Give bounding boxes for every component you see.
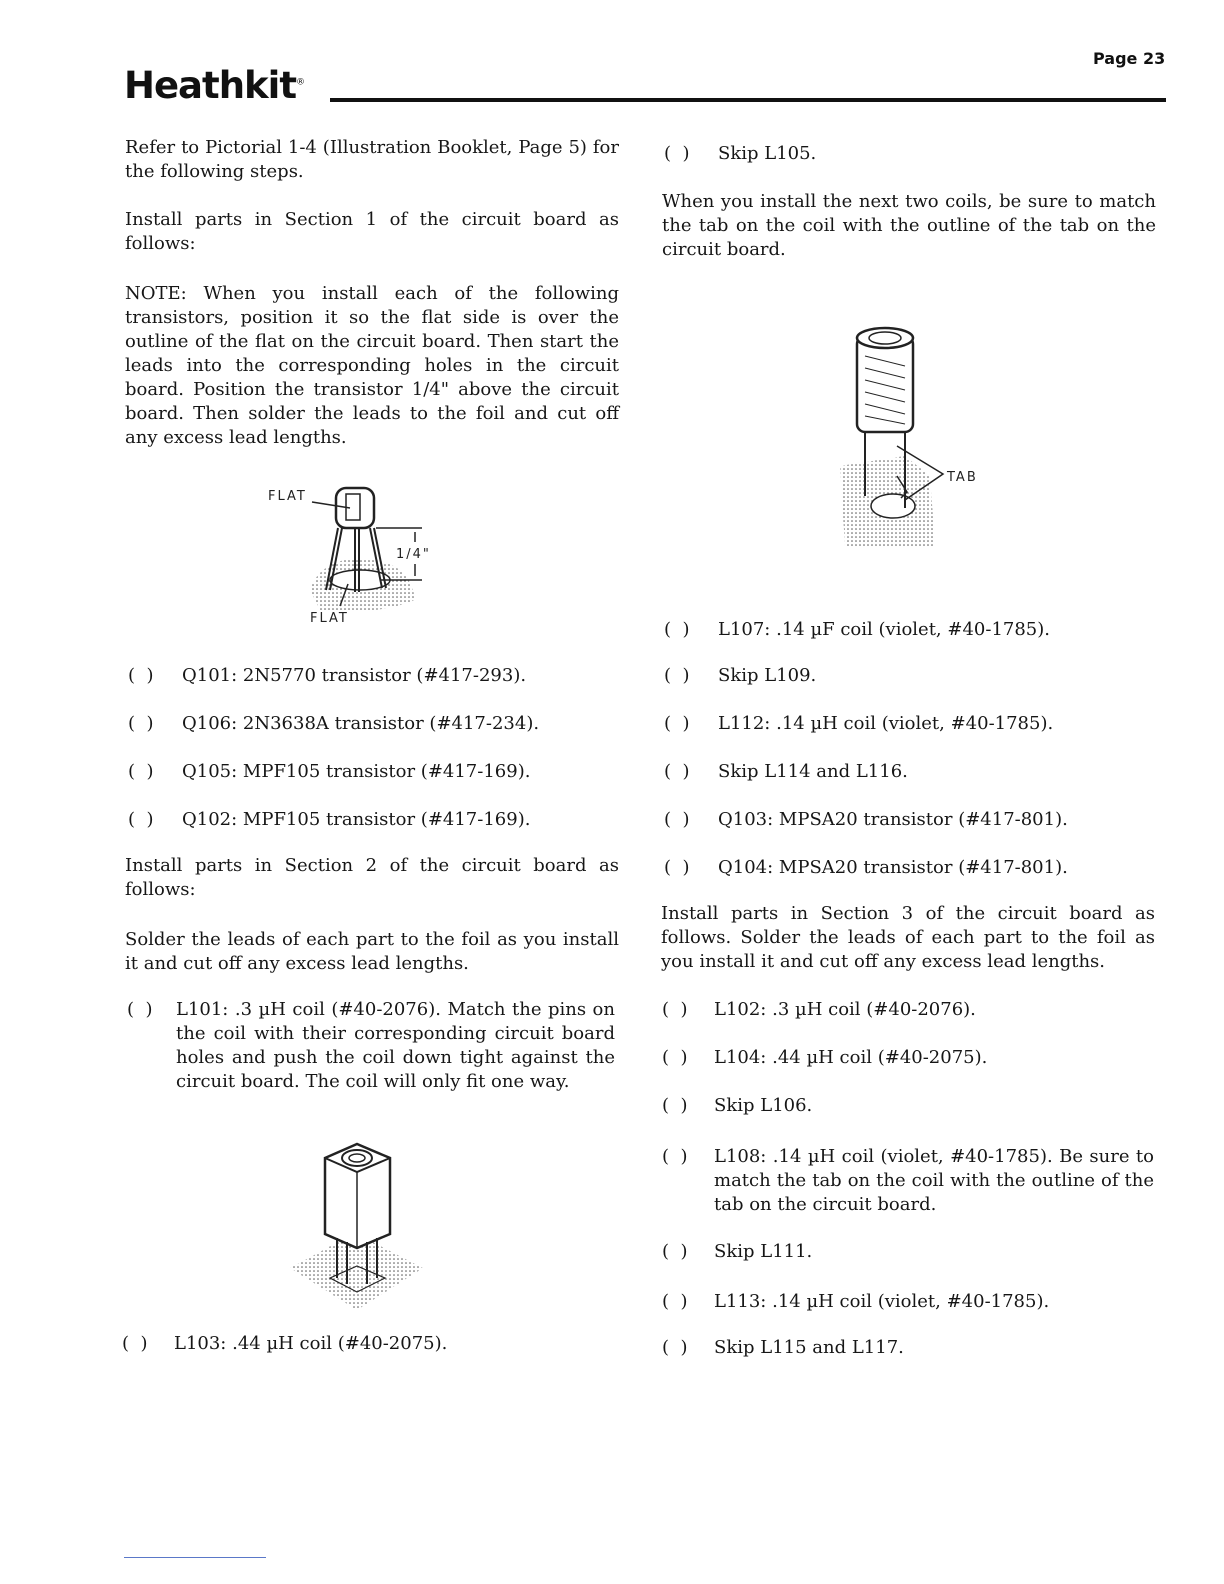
transistor-figure — [260, 480, 450, 630]
step-l115 — [662, 1336, 1154, 1360]
brand-logo — [124, 64, 304, 107]
slug-top — [342, 1150, 372, 1166]
step-text: Q106: 2N3638A transistor (#417-234). — [182, 713, 540, 734]
step-q105 — [128, 760, 618, 784]
step-l106 — [662, 1094, 1154, 1118]
coil-tab-figure — [835, 316, 995, 552]
step-l104 — [662, 1046, 1154, 1070]
step-text: L101: .3 µH coil (#40-2076). Match the pins on the coil with their corresponding circuit board holes and push the coil down tight against the circuit board. The coil will only fit one way. — [176, 999, 615, 1092]
check-box[interactable]: ( ) — [662, 1146, 688, 1167]
step-text: Skip L106. — [714, 1095, 813, 1116]
check-box[interactable]: ( ) — [662, 1241, 688, 1262]
check-box[interactable]: ( ) — [128, 761, 154, 782]
step-l103 — [122, 1332, 612, 1356]
label-spacing: 1/4" — [396, 547, 431, 562]
step-q102 — [128, 808, 618, 832]
transistor-note: NOTE: When you install each of the following transistors, position it so the flat side is over the outline of the flat on the circuit board. Then start the leads into the corresponding holes in the circuit board. Position the transistor 1/4" above the circuit board. Then solder the leads to the foil and cut off any excess lead lengths. — [125, 283, 619, 448]
step-text: Skip L115 and L117. — [714, 1337, 904, 1358]
step-text: L107: .14 µF coil (violet, #40-1785). — [718, 619, 1050, 640]
step-text: L112: .14 µH coil (violet, #40-1785). — [718, 713, 1054, 734]
step-q106 — [128, 712, 618, 736]
step-text: Skip L105. — [718, 143, 817, 164]
step-l102 — [662, 998, 1154, 1022]
check-box[interactable]: ( ) — [664, 713, 690, 734]
step-q101 — [128, 664, 618, 688]
section1-heading: Install parts in Section 1 of the circuit board as follows: — [125, 209, 619, 254]
section2-heading: Install parts in Section 2 of the circuit board as follows: — [125, 855, 619, 900]
step-text: Q103: MPSA20 transistor (#417-801). — [718, 809, 1068, 830]
header-rule — [330, 98, 1166, 102]
step-text: L104: .44 µH coil (#40-2075). — [714, 1047, 988, 1068]
check-box[interactable]: ( ) — [128, 665, 154, 686]
step-q103 — [664, 808, 1156, 832]
check-box[interactable]: ( ) — [664, 809, 690, 830]
step-text: L103: .44 µH coil (#40-2075). — [174, 1333, 448, 1354]
step-l111 — [662, 1240, 1154, 1264]
step-text: Skip L109. — [718, 665, 817, 686]
brand-name: Heathkit — [124, 64, 297, 107]
check-box[interactable]: ( ) — [664, 619, 690, 640]
check-box[interactable]: ( ) — [662, 1337, 688, 1358]
check-box[interactable]: ( ) — [664, 857, 690, 878]
check-box[interactable]: ( ) — [664, 665, 690, 686]
intro-paragraph: Refer to Pictorial 1-4 (Illustration Booklet, Page 5) for the following steps. — [125, 137, 619, 182]
coil-tab-note: When you install the next two coils, be sure to match the tab on the coil with the outline of the tab on the circuit board. — [662, 191, 1156, 260]
label-flat-top: FLAT — [268, 489, 307, 504]
check-box[interactable]: ( ) — [122, 1333, 148, 1354]
check-box[interactable]: ( ) — [662, 1291, 688, 1312]
check-box[interactable]: ( ) — [128, 809, 154, 830]
check-box[interactable]: ( ) — [127, 999, 153, 1020]
step-l101 — [127, 998, 615, 1094]
step-text: L113: .14 µH coil (violet, #40-1785). — [714, 1291, 1050, 1312]
check-box[interactable]: ( ) — [662, 1095, 688, 1116]
step-text: Q102: MPF105 transistor (#417-169). — [182, 809, 531, 830]
step-text: Skip L114 and L116. — [718, 761, 908, 782]
footer-rule — [124, 1557, 266, 1558]
step-text: L108: .14 µH coil (violet, #40-1785). Be sure to match the tab on the coil with the outline of the tab on the circuit board. — [714, 1146, 1154, 1215]
step-text: L102: .3 µH coil (#40-2076). — [714, 999, 976, 1020]
check-box[interactable]: ( ) — [664, 143, 690, 164]
step-l105 — [664, 142, 1154, 166]
coil-can-figure — [285, 1138, 430, 1318]
coil-form — [857, 336, 913, 432]
check-box[interactable]: ( ) — [664, 761, 690, 782]
step-text: Q104: MPSA20 transistor (#417-801). — [718, 857, 1068, 878]
step-l112 — [664, 712, 1156, 736]
check-box[interactable]: ( ) — [128, 713, 154, 734]
page-number: Page 23 — [1093, 49, 1166, 68]
step-text: Q101: 2N5770 transistor (#417-293). — [182, 665, 527, 686]
step-l109 — [664, 664, 1156, 688]
label-flat-bottom: FLAT — [310, 611, 349, 626]
step-text: Q105: MPF105 transistor (#417-169). — [182, 761, 531, 782]
check-box[interactable]: ( ) — [662, 1047, 688, 1068]
label-tab: TAB — [947, 470, 978, 485]
step-q104 — [664, 856, 1156, 880]
step-text: Skip L111. — [714, 1241, 813, 1262]
registered-mark: ® — [296, 77, 305, 88]
step-l114 — [664, 760, 1156, 784]
step-l108 — [662, 1145, 1154, 1217]
section3-heading: Install parts in Section 3 of the circuit board as follows. Solder the leads of each part to the foil as you install it and cut off any excess lead lengths. — [661, 903, 1155, 972]
solder-paragraph: Solder the leads of each part to the foil as you install it and cut off any excess lead lengths. — [125, 929, 619, 974]
step-l107 — [664, 618, 1156, 642]
step-l113 — [662, 1290, 1154, 1314]
check-box[interactable]: ( ) — [662, 999, 688, 1020]
